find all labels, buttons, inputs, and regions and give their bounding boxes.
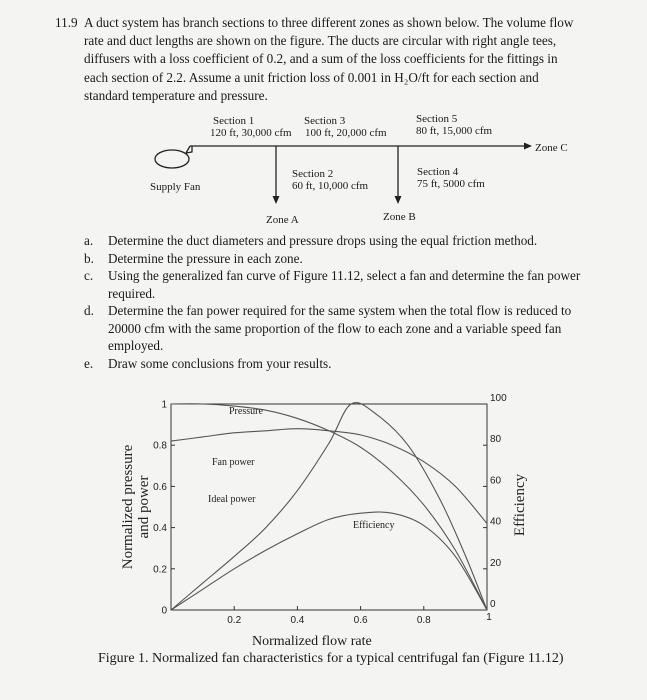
y-tick-label-left: 1 (161, 399, 167, 411)
series-label: Efficiency (353, 520, 395, 531)
section4-spec: 75 ft, 5000 cfm (417, 178, 485, 190)
y-tick-label-left: 0.6 (153, 481, 167, 493)
section3-spec: 100 ft, 20,000 cfm (305, 127, 387, 139)
question-text: Determine the fan power required for the same system when the total flow is reduced to 20000 cfm with the same proportion of the flow to each zone and a variable speed fan employed. (108, 303, 572, 353)
y-tick-label-left: 0.8 (153, 440, 167, 452)
question-label: c. (84, 268, 94, 283)
section1-spec: 120 ft, 30,000 cfm (210, 127, 292, 139)
problem-number: 11.9 (55, 15, 78, 30)
x-tick-label: 0.4 (290, 615, 305, 626)
zone-b-label: Zone B (383, 211, 416, 223)
section3-title: Section 3 (304, 115, 346, 127)
y-tick-label-left: 0 (161, 605, 167, 617)
series-label: Fan power (212, 457, 255, 468)
y-tick-label-right: 20 (490, 557, 502, 569)
x-tick-label: 0.6 (353, 615, 368, 626)
x-tick-label: 0.8 (416, 615, 431, 626)
section5-spec: 80 ft, 15,000 cfm (416, 125, 493, 137)
section2-spec: 60 ft, 10,000 cfm (292, 180, 369, 192)
y-axis-title-line1: Normalized pressure (120, 444, 136, 570)
section2-title: Section 2 (292, 168, 334, 180)
series-label: Ideal power (208, 494, 256, 505)
y-tick-label-right: 60 (490, 475, 502, 487)
y-axis-title-right: Efficiency (512, 473, 528, 537)
supply-fan-label: Supply Fan (150, 181, 201, 193)
y-tick-label-right: 0 (490, 599, 496, 610)
question-label: e. (84, 355, 94, 371)
question-text: Draw some conclusions from your results. (108, 355, 332, 371)
figure-caption: Figure 1. Normalized fan characteristics for a typical centrifugal fan (Figure 11.12) (98, 651, 564, 666)
y-tick-label-right: 40 (490, 516, 502, 528)
question-text: Determine the pressure in each zone. (108, 250, 303, 266)
y-tick-label-left: 0.4 (153, 523, 167, 535)
series-label: Pressure (229, 406, 263, 417)
y-axis-title-line2: and power (136, 475, 152, 539)
question-label: b. (84, 250, 94, 266)
question-text: Determine the duct diameters and pressure drops using the equal friction method. (108, 233, 538, 248)
question-label: a. (84, 233, 94, 248)
question-label: d. (84, 303, 94, 318)
problem-text: A duct system has branch sections to three different zones as shown below. The volume flow rate and duct lengths are shown on the figure. The ducts are circular with right angle tees, diffusers with a loss coefficient of 0.2, and a sum of the loss coefficients for the fittings in each section of 2.2. Assume a unit friction loss of 0.001 in H₂O/ft for each section and standard temperature and pressure. (84, 15, 574, 103)
x-tick-label: 0.2 (227, 615, 242, 626)
x-tick-label-end: 1 (486, 612, 492, 623)
x-axis-title: Normalized flow rate (252, 634, 372, 649)
section5-title: Section 5 (416, 113, 458, 125)
zone-a-label: Zone A (266, 214, 299, 226)
y-tick-label-right: 80 (490, 434, 502, 446)
y-tick-label-right: 100 (490, 393, 507, 404)
zone-c-label: Zone C (535, 142, 568, 154)
section1-title: Section 1 (213, 115, 255, 127)
question-text: Using the generalized fan curve of Figure 11.12, select a fan and determine the fan power required. (108, 268, 581, 301)
y-tick-label-left: 0.2 (153, 564, 167, 576)
section4-title: Section 4 (417, 166, 459, 178)
